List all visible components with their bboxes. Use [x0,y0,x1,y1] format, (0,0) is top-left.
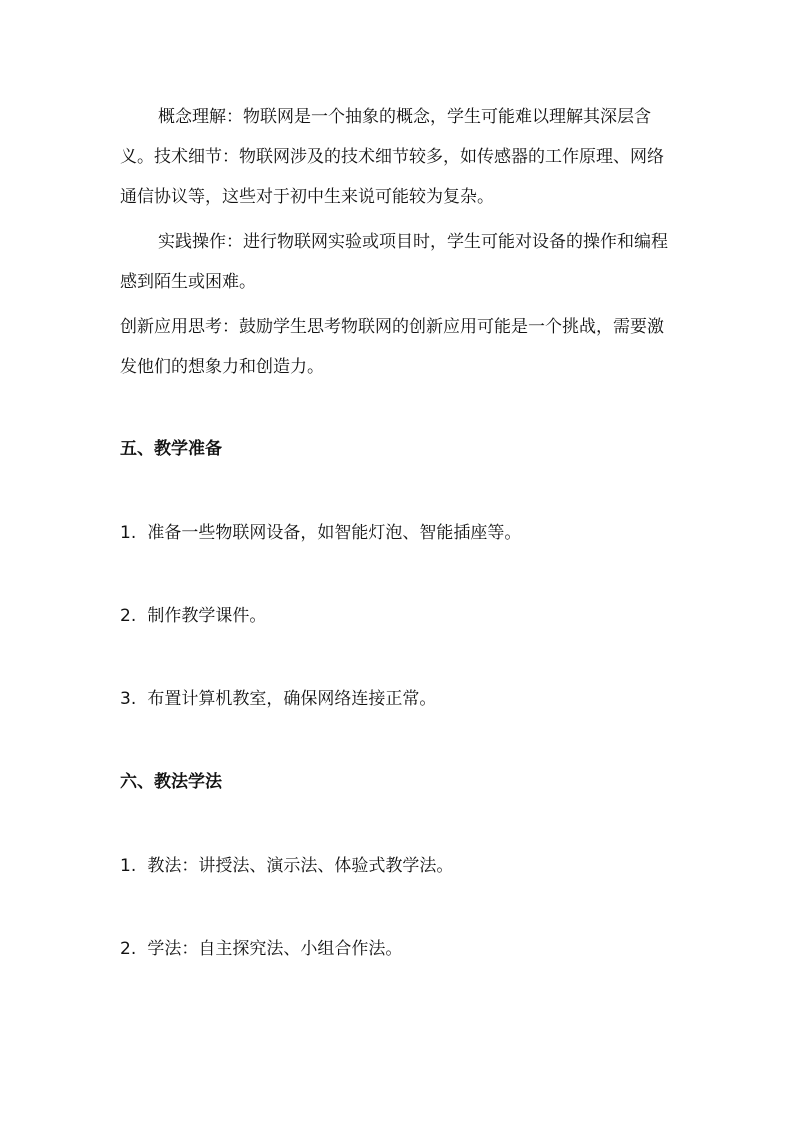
list-item-text: 教法：讲授法、演示法、体验式教学法。 [147,856,454,876]
list-item [120,684,680,714]
paragraph-concept-technical: 概念理解：物联网是一个抽象的概念，学生可能难以理解其深层含义。技术细节：物联网涉及的技术细节较多，如传感器的工作原理、网络通信协议等，这些对于初中生来说可能较为复杂。 [120,107,664,207]
section-heading-teaching-preparation: 五、教学准备 [120,439,222,459]
section-heading-teaching-methods: 六、教法学法 [120,772,222,792]
list-item-number: 3. [120,689,137,709]
list-item-number: 1. [120,856,137,876]
list-item-number: 2. [120,606,137,626]
list-item-text: 学法：自主探究法、小组合作法。 [147,939,403,959]
list-item [120,934,680,964]
list-item [120,851,680,881]
list-item-number: 1. [120,523,137,543]
list-item-text: 准备一些物联网设备，如智能灯泡、智能插座等。 [147,523,522,543]
list-item-text: 布置计算机教室，确保网络连接正常。 [147,689,437,709]
paragraph-practice: 实践操作：进行物联网实验或项目时，学生可能对设备的操作和编程感到陌生或困难。 [120,232,668,292]
list-item [120,601,680,631]
list-item [120,518,680,548]
list-item-number: 2. [120,939,137,959]
list-item-text: 制作教学课件。 [147,606,267,626]
paragraph-innovation: 创新应用思考：鼓励学生思考物联网的创新应用可能是一个挑战，需要激发他们的想象力和创造力。 [120,317,664,377]
